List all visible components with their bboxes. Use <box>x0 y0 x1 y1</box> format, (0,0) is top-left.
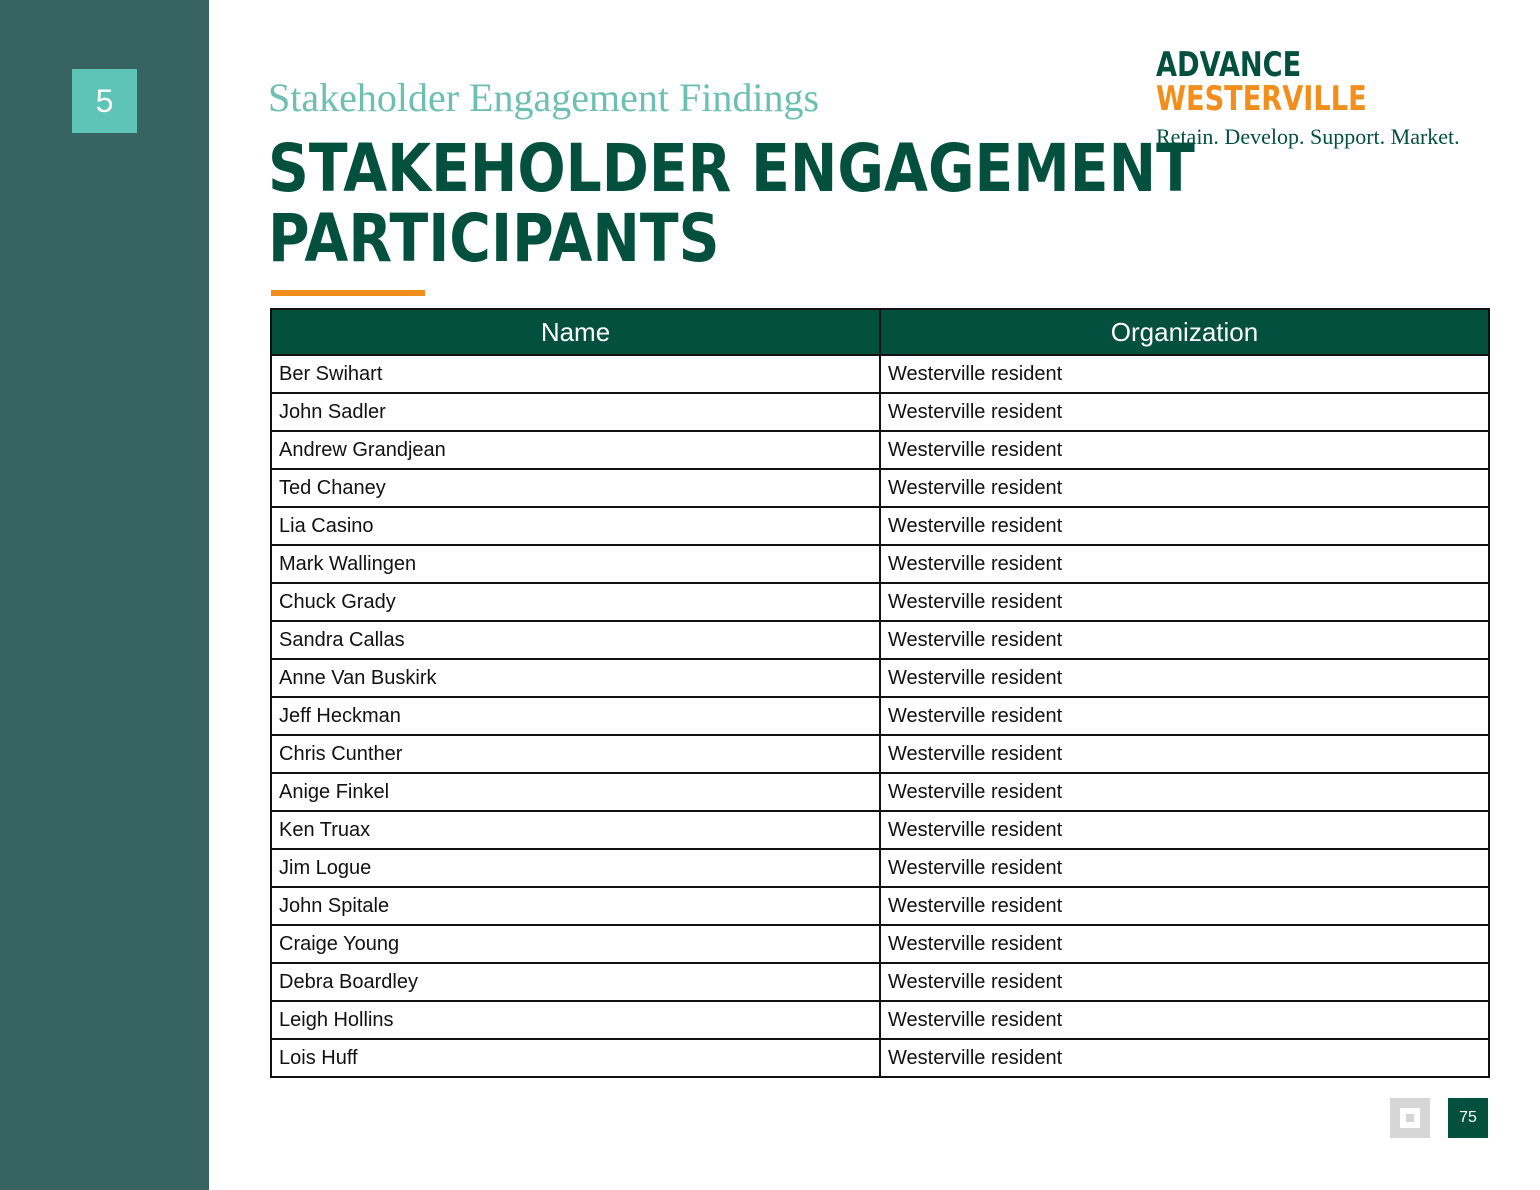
organization-cell: Westerville resident <box>880 849 1489 887</box>
organization-cell: Westerville resident <box>880 925 1489 963</box>
organization-cell: Westerville resident <box>880 659 1489 697</box>
sidebar <box>0 0 209 1190</box>
name-cell: Ber Swihart <box>271 355 880 393</box>
name-cell: Jim Logue <box>271 849 880 887</box>
table-header-row <box>271 309 1489 355</box>
column-header-name: Name <box>271 309 880 355</box>
organization-cell: Westerville resident <box>880 583 1489 621</box>
name-cell: Lois Huff <box>271 1039 880 1077</box>
name-cell: Chris Cunther <box>271 735 880 773</box>
table-row <box>271 659 1489 697</box>
logo-line2: WESTERVILLE <box>1156 79 1367 119</box>
name-cell: Anige Finkel <box>271 773 880 811</box>
table-body <box>271 355 1489 1077</box>
name-cell: Chuck Grady <box>271 583 880 621</box>
table-row <box>271 735 1489 773</box>
table-row <box>271 963 1489 1001</box>
organization-cell: Westerville resident <box>880 1001 1489 1039</box>
organization-cell: Westerville resident <box>880 393 1489 431</box>
section-title: Stakeholder Engagement Findings <box>268 75 820 120</box>
name-cell: Leigh Hollins <box>271 1001 880 1039</box>
table-row <box>271 507 1489 545</box>
table-row <box>271 431 1489 469</box>
name-cell: Ted Chaney <box>271 469 880 507</box>
table-row <box>271 583 1489 621</box>
organization-cell: Westerville resident <box>880 1039 1489 1077</box>
name-cell: Debra Boardley <box>271 963 880 1001</box>
column-header-organization: Organization <box>880 309 1489 355</box>
organization-cell: Westerville resident <box>880 773 1489 811</box>
table-row <box>271 621 1489 659</box>
page-title <box>268 130 1195 277</box>
table-row <box>271 773 1489 811</box>
organization-cell: Westerville resident <box>880 469 1489 507</box>
organization-cell: Westerville resident <box>880 887 1489 925</box>
name-cell: John Spitale <box>271 887 880 925</box>
square-logo-icon <box>1390 1098 1430 1138</box>
organization-cell: Westerville resident <box>880 431 1489 469</box>
name-cell: Ken Truax <box>271 811 880 849</box>
chapter-badge: 5 <box>72 69 137 133</box>
organization-cell: Westerville resident <box>880 735 1489 773</box>
name-cell: John Sadler <box>271 393 880 431</box>
logo <box>1156 45 1419 119</box>
accent-rule <box>271 290 425 296</box>
table-row <box>271 925 1489 963</box>
organization-cell: Westerville resident <box>880 811 1489 849</box>
name-cell: Anne Van Buskirk <box>271 659 880 697</box>
table-row <box>271 1039 1489 1077</box>
name-cell: Lia Casino <box>271 507 880 545</box>
page-number: 75 <box>1448 1098 1488 1138</box>
name-cell: Craige Young <box>271 925 880 963</box>
name-cell: Jeff Heckman <box>271 697 880 735</box>
table-row <box>271 1001 1489 1039</box>
organization-cell: Westerville resident <box>880 355 1489 393</box>
table-row <box>271 697 1489 735</box>
table-row <box>271 355 1489 393</box>
table-row <box>271 545 1489 583</box>
table-row <box>271 811 1489 849</box>
organization-cell: Westerville resident <box>880 507 1489 545</box>
table-row <box>271 393 1489 431</box>
logo-line1: ADVANCE <box>1156 45 1302 85</box>
table-row <box>271 469 1489 507</box>
page-title-line1: STAKEHOLDER ENGAGEMENT <box>268 130 1195 207</box>
organization-cell: Westerville resident <box>880 621 1489 659</box>
participants-table <box>270 308 1490 1078</box>
table-row <box>271 849 1489 887</box>
name-cell: Mark Wallingen <box>271 545 880 583</box>
name-cell: Sandra Callas <box>271 621 880 659</box>
page-title-line2: PARTICIPANTS <box>268 200 720 277</box>
name-cell: Andrew Grandjean <box>271 431 880 469</box>
organization-cell: Westerville resident <box>880 963 1489 1001</box>
logo-tagline: Retain. Develop. Support. Market. <box>1156 124 1460 149</box>
table-row <box>271 887 1489 925</box>
organization-cell: Westerville resident <box>880 697 1489 735</box>
organization-cell: Westerville resident <box>880 545 1489 583</box>
